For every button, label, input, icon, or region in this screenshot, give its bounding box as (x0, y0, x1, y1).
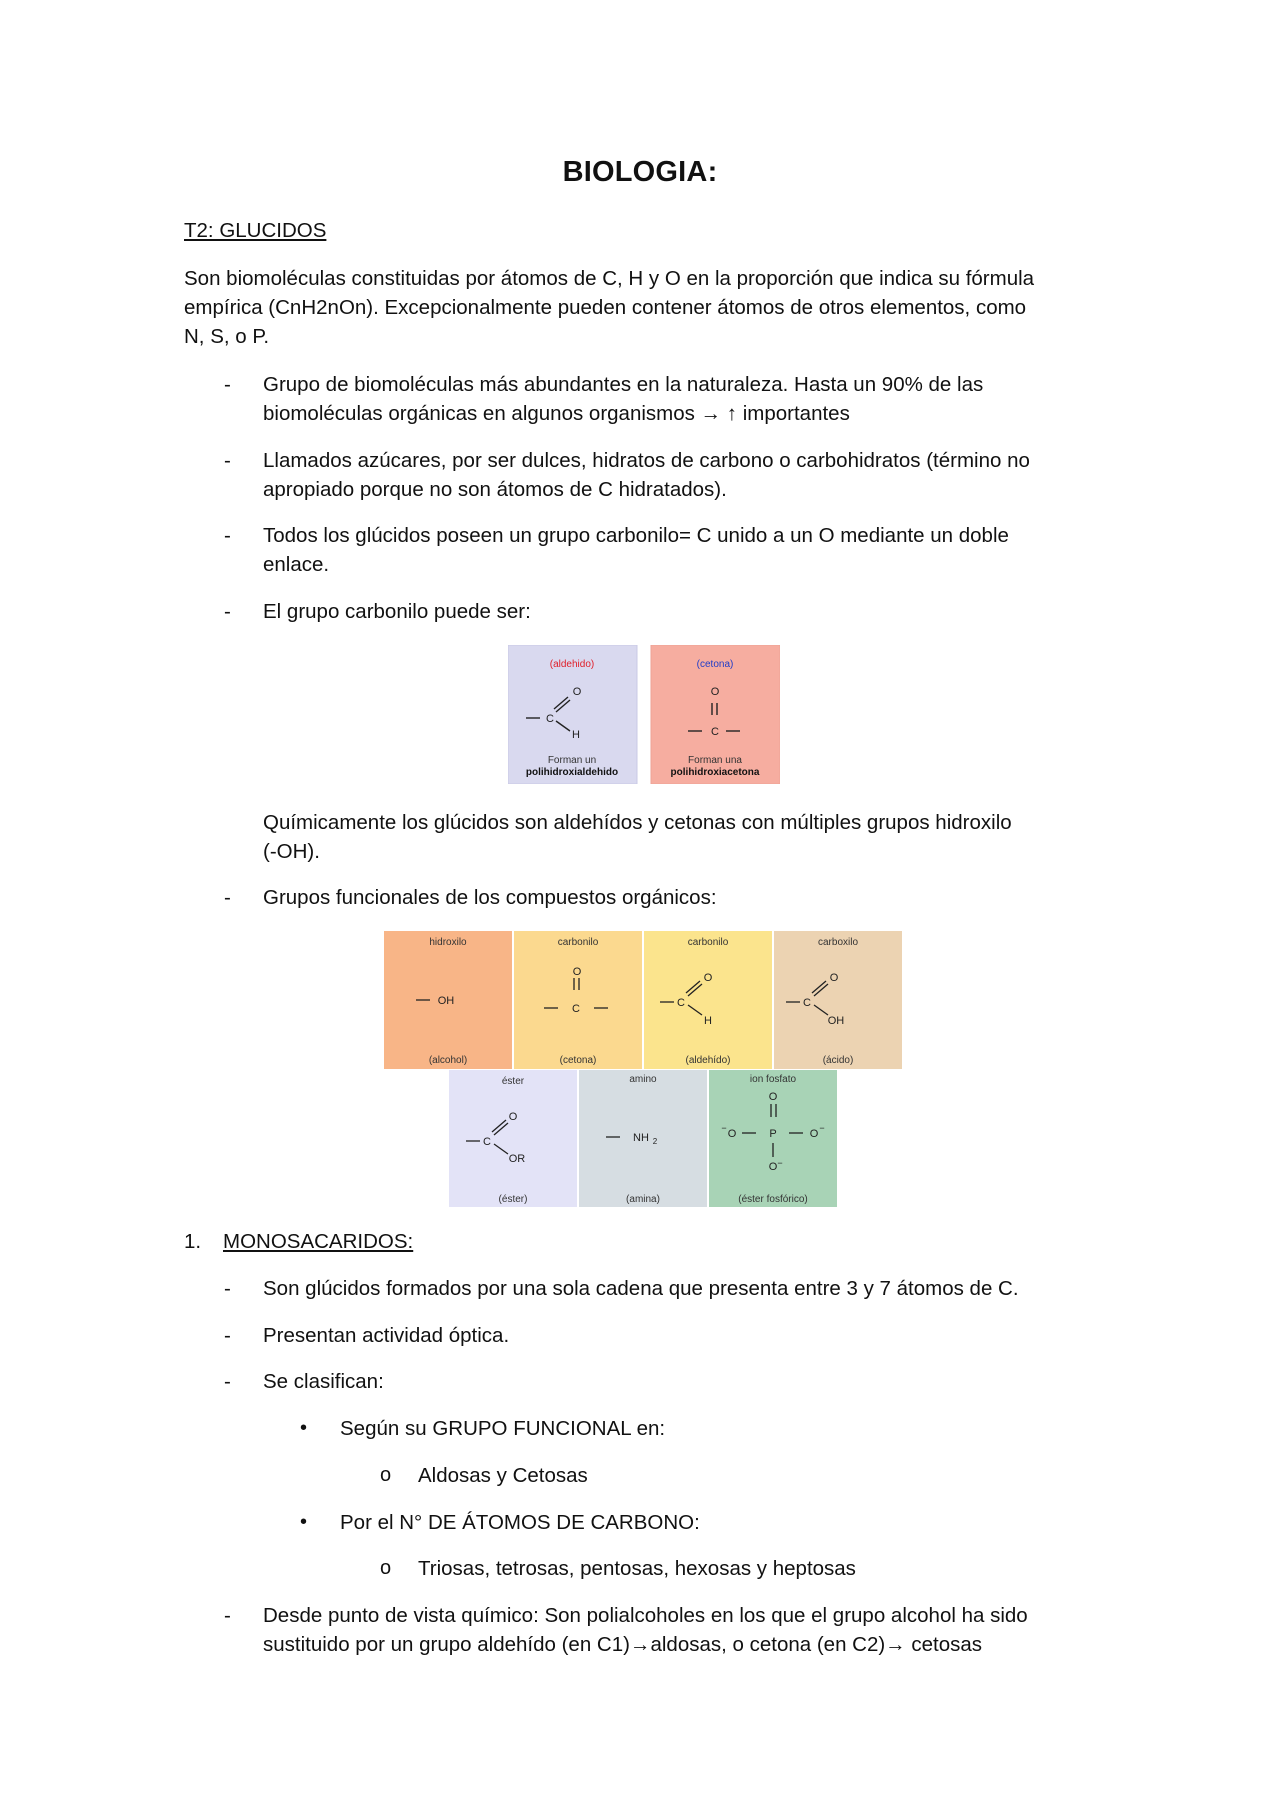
svg-text:OH: OH (827, 1015, 845, 1027)
dash-marker: - (224, 373, 231, 396)
amino-label: amino (629, 1074, 657, 1085)
svg-text:O: O (572, 966, 582, 978)
list-item: Grupos funcionales de los compuestos orgánicos: (263, 886, 717, 909)
dash-marker: - (224, 449, 231, 472)
svg-text:−: − (819, 1123, 825, 1133)
svg-text:OR: OR (508, 1153, 526, 1165)
acido-label: (ácido) (822, 1055, 854, 1066)
dash-marker: - (224, 1604, 231, 1627)
list-item: Son glúcidos formados por una sola cadena que presenta entre 3 y 7 átomos de C. (263, 1277, 1019, 1300)
bullet-dot: • (300, 1417, 308, 1439)
svg-text:C: C (546, 713, 554, 725)
svg-text:C: C (572, 1003, 580, 1015)
svg-text:H: H (704, 1015, 712, 1027)
svg-text:O: O (768, 1161, 778, 1173)
dash-marker: - (224, 886, 231, 909)
list-item: Presentan actividad óptica. (263, 1324, 510, 1347)
carbonilo-label: carbonilo (687, 937, 729, 948)
list-item: El grupo carbonilo puede ser: (263, 600, 531, 623)
dash-marker: - (224, 524, 231, 547)
fosfato-label: ion fosfato (749, 1074, 797, 1085)
svg-text:C: C (803, 997, 811, 1009)
svg-text:C: C (711, 726, 719, 738)
svg-text:O: O (809, 1128, 819, 1140)
ester-fosforico-label: (éster fosfórico) (738, 1194, 808, 1205)
list-subitem: Por el N° DE ÁTOMOS DE CARBONO: (340, 1511, 700, 1534)
bullet-dot: • (300, 1511, 308, 1533)
list-item: Grupo de biomoléculas más abundantes en la naturaleza. Hasta un 90% de las biomoléculas orgánicas en algunos organismos → ↑ importantes (263, 373, 984, 425)
list-item: Llamados azúcares, por ser dulces, hidratos de carbono o carbohidratos (término no apropiado porque no son átomos de C hidratados). (263, 449, 1030, 501)
functional-groups-figure (384, 931, 902, 1207)
list-subitem: Según su GRUPO FUNCIONAL en: (340, 1417, 666, 1440)
svg-text:O: O (829, 972, 839, 984)
mono-heading: MONOSACARIDOS: (223, 1230, 414, 1253)
bullet-circle: o (380, 1464, 392, 1486)
alcohol-label: (alcohol) (428, 1055, 468, 1066)
functional-groups-diagram (384, 931, 902, 1207)
svg-text:O: O (710, 686, 720, 698)
intro-line: N, S, o P. (184, 325, 270, 348)
page-title: BIOLOGIA: (562, 156, 718, 188)
svg-text:−: − (721, 1123, 727, 1133)
section-heading: T2: GLUCIDOS (184, 219, 327, 242)
dash-marker: - (224, 1324, 231, 1347)
svg-text:2: 2 (652, 1137, 658, 1146)
aldehido-formed: Forman un (547, 755, 597, 766)
svg-text:O: O (508, 1111, 518, 1123)
aldehido-label: (aldehido) (549, 659, 595, 670)
svg-text:OH: OH (437, 995, 455, 1007)
list-number: 1. (184, 1230, 202, 1253)
svg-text:O: O (572, 686, 582, 698)
dash-marker: - (224, 600, 231, 623)
carbonyl-diagram (508, 645, 780, 784)
svg-text:O: O (768, 1091, 778, 1103)
list-item: Todos los glúcidos poseen un grupo carbonilo= C unido a un O mediante un doble enlace. (263, 524, 1009, 576)
ester-label: éster (501, 1076, 525, 1087)
list-subsubitem: Aldosas y Cetosas (418, 1464, 588, 1487)
intro-paragraph (184, 264, 1104, 351)
carboxilo-label: carboxilo (817, 937, 859, 948)
list-item: Desde punto de vista químico: Son polialcoholes en los que el grupo alcohol ha sido sustituido por un grupo aldehído (en C1)→aldosas, o cetona (en C2)→ cetosas (263, 1604, 1028, 1656)
svg-text:−: − (777, 1158, 783, 1168)
bullet-circle: o (380, 1557, 392, 1579)
svg-text:H: H (572, 729, 580, 741)
svg-text:P: P (769, 1128, 777, 1140)
dash-marker: - (224, 1277, 231, 1300)
svg-text:O: O (727, 1128, 737, 1140)
cetona-label: (cetona) (696, 659, 734, 670)
aldehido-label: (aldehído) (685, 1055, 731, 1066)
amina-label: (amina) (626, 1194, 660, 1205)
cetona-label: (cetona) (559, 1055, 597, 1066)
ester-bottom-label: (éster) (498, 1194, 528, 1205)
carbonilo-label: carbonilo (557, 937, 599, 948)
aldehido-name: polihidroxialdehido (525, 767, 619, 778)
list-item: Se clasifican: (263, 1370, 384, 1393)
svg-text:C: C (677, 997, 685, 1009)
intro-line: Son biomoléculas constituidas por átomos de C, H y O en la proporción que indica su fórmula (184, 267, 1035, 290)
intro-line: empírica (CnH2nOn). Excepcionalmente pueden contener átomos de otros elementos, como (184, 296, 1027, 319)
dash-marker: - (224, 1370, 231, 1393)
svg-text:C: C (483, 1136, 491, 1148)
cetona-formed: Forman una (688, 755, 742, 766)
hidroxilo-label: hidroxilo (429, 937, 467, 948)
list-subsubitem: Triosas, tetrosas, pentosas, hexosas y heptosas (418, 1557, 856, 1580)
svg-text:NH: NH (633, 1132, 649, 1144)
carbonyl-figure (508, 645, 780, 784)
svg-text:O: O (703, 972, 713, 984)
cetona-name: polihidroxiacetona (670, 767, 760, 778)
quimica-paragraph: Químicamente los glúcidos son aldehídos y cetonas con múltiples grupos hidroxilo (-OH). (263, 811, 1012, 863)
